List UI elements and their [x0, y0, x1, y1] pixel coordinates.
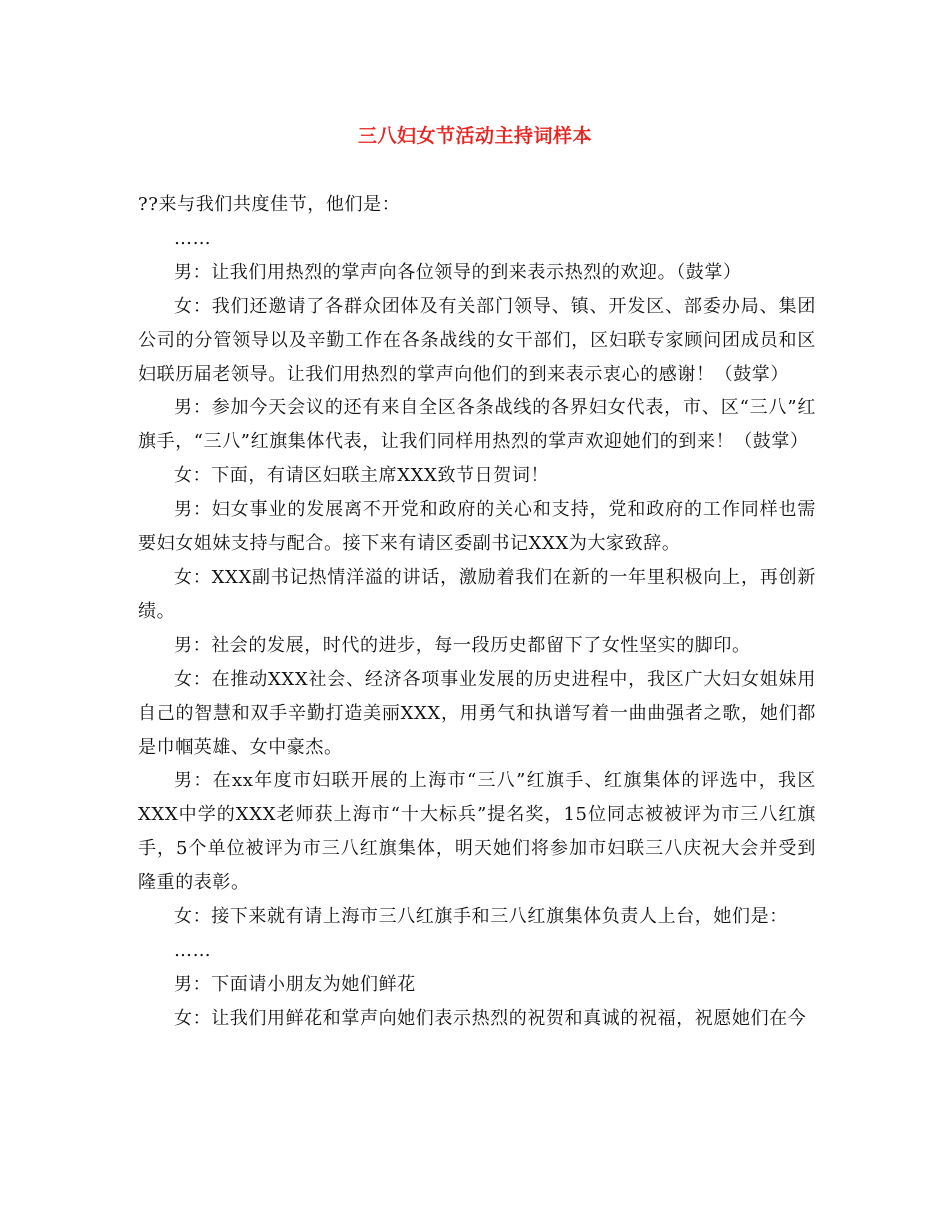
- paragraph: ……: [174, 939, 212, 961]
- paragraph: 女：下面，有请区妇联主席XXX致节日贺词！: [174, 465, 550, 487]
- document-title: 三八妇女节活动主持词样本: [357, 125, 592, 147]
- paragraph: 男：参加今天会议的还有来自全区各条战线的各界妇女代表，市、区“三八”红旗手，“三八”红旗集体代表，让我们同样用热烈的掌声欢迎她们的到来！（鼓掌）: [138, 397, 816, 453]
- paragraph: ……: [174, 227, 212, 249]
- paragraph: 女：让我们用鲜花和掌声向她们表示热烈的祝贺和真诚的祝福，祝愿她们在今: [174, 1007, 807, 1029]
- paragraph: 女：在推动XXX社会、经济各项事业发展的历史进程中，我区广大妇女姐妹用自己的智慧和双手辛勤打造美丽XXX，用勇气和执谱写着一曲曲强者之歌，她们都是巾帼英雄、女中豪杰。: [138, 668, 816, 758]
- paragraph: 男：下面请小朋友为她们鲜花: [174, 973, 416, 995]
- paragraph: 男：妇女事业的发展离不开党和政府的关心和支持，党和政府的工作同样也需要妇女姐妹支持与配合。接下来有请区委副书记XXX为大家致辞。: [138, 499, 816, 555]
- document-body: [138, 188, 816, 1036]
- paragraph: 男：在xx年度市妇联开展的上海市“三八”红旗手、红旗集体的评选中，我区XXX中学的XXX老师获上海市“十大标兵”提名奖，15位同志被被评为市三八红旗手，5个单位被评为市三八红旗集体，明天她们将参加市妇联三八庆祝大会并受到隆重的表彰。: [138, 770, 816, 894]
- paragraph: ??来与我们共度佳节，他们是：: [138, 194, 401, 215]
- paragraph: 男：让我们用热烈的掌声向各位领导的到来表示热烈的欢迎。（鼓掌）: [174, 261, 742, 283]
- paragraph: 男：社会的发展，时代的进步，每一段历史都留下了女性坚实的脚印。: [174, 634, 751, 656]
- paragraph: 女：我们还邀请了各群众团体及有关部门领导、镇、开发区、部委办局、集团公司的分管领导以及辛勤工作在各条战线的女干部们，区妇联专家顾问团成员和区妇联历届老领导。让我们用热烈的掌声向他们的到来表示衷心的感谢！（鼓掌）: [138, 295, 816, 385]
- paragraph: 女：接下来就有请上海市三八红旗手和三八红旗集体负责人上台，她们是：: [174, 906, 788, 928]
- paragraph: 女：XXX副书记热情洋溢的讲话，激励着我们在新的一年里积极向上，再创新绩。: [138, 566, 816, 622]
